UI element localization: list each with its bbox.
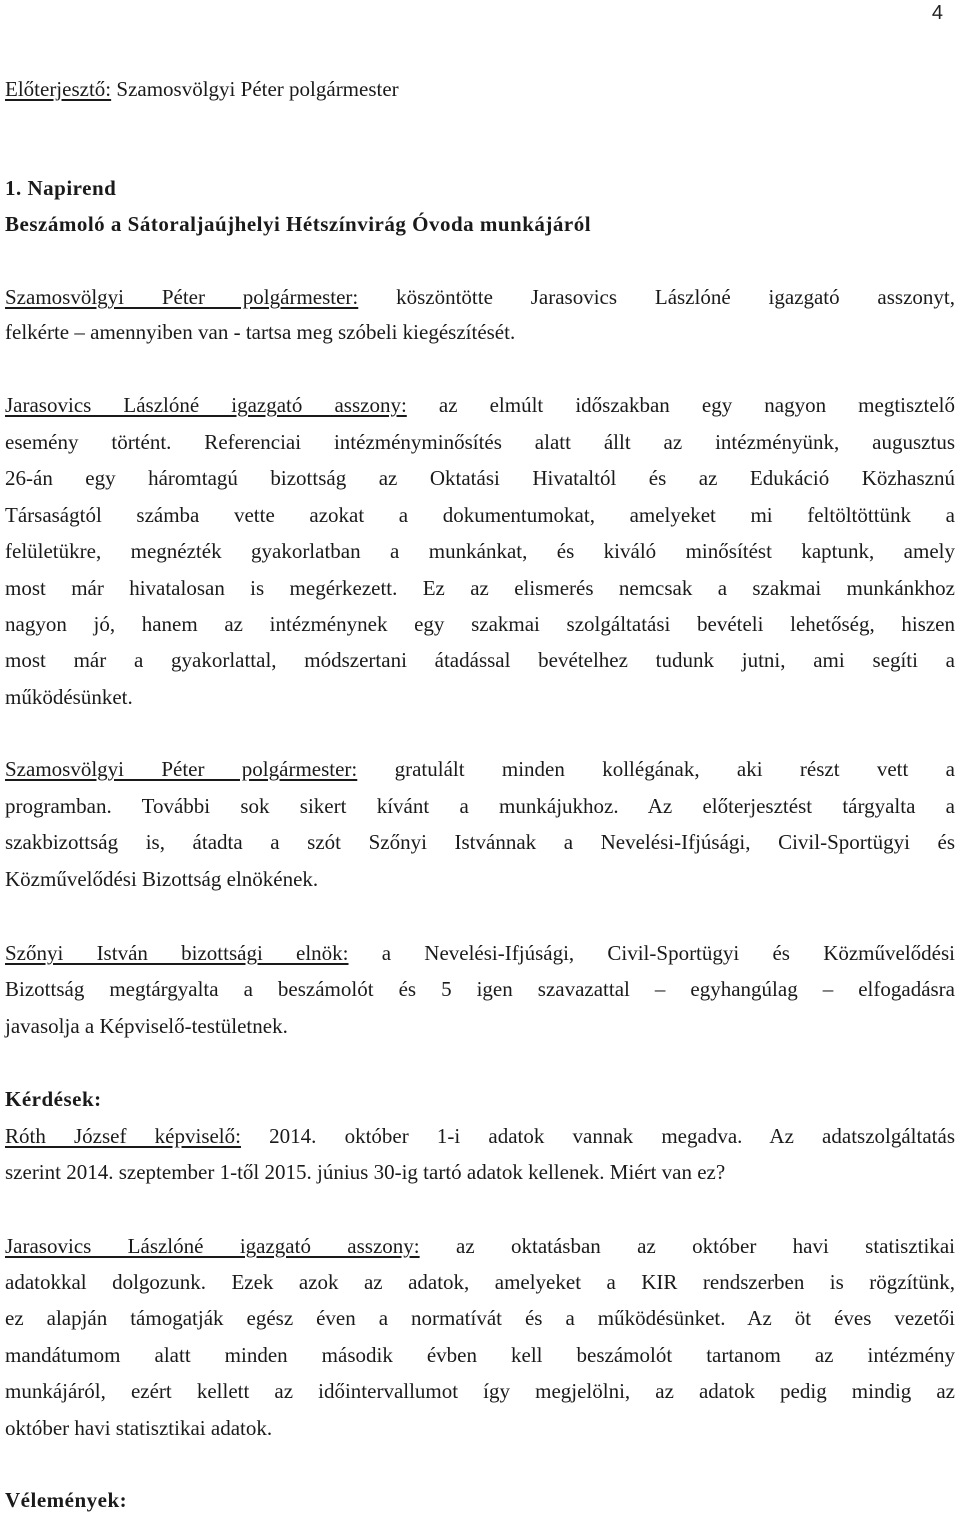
para2-line9: működésünket. (5, 685, 133, 709)
speaker-label: Szőnyi István bizottsági elnök: (5, 941, 349, 965)
para2-line6: most már hivatalosan is megérkezett. Ez az elismerés nemcsak a szakmai munkánkhoz (5, 576, 955, 600)
agenda-title: Beszámoló a Sátoraljaújhelyi Hétszínvirág Óvoda munkájáról (5, 212, 592, 236)
para3-line1: Szamosvölgyi Péter polgármester: gratulált minden kollégának, aki részt vett a (5, 757, 956, 781)
presenter-line (5, 79, 399, 100)
para2-line8: most már a gyakorlattal, módszertani átadással bevételhez tudunk jutni, ami segíti a (5, 648, 955, 672)
answer-line4: mandátumom alatt minden második évben kell beszámolót tartanom az intézmény (5, 1343, 955, 1367)
question-line2: szerint 2014. szeptember 1-től 2015. június 30-ig tartó adatok kellenek. Miért van ez? (5, 1160, 726, 1184)
para3-line2: programban. További sok sikert kívánt a munkájukhoz. Az előterjesztést tárgyalta a (5, 794, 955, 818)
para4-line2: Bizottság megtárgyalta a beszámolót és 5 igen szavazattal – egyhangúlag – elfogadásra (5, 977, 955, 1001)
opinions-heading: Vélemények: (5, 1488, 128, 1512)
para3-line4: Közművelődési Bizottság elnökének. (5, 867, 319, 891)
para1-line1: Szamosvölgyi Péter polgármester: köszöntötte Jarasovics Lászlóné igazgató asszonyt, (5, 285, 956, 309)
page-number: 4 (931, 2, 943, 24)
para2-line3: 26-án egy háromtagú bizottság az Oktatási Hivataltól és az Edukáció Közhasznú (5, 466, 955, 490)
para2-line4: Társaságtól számba vette azokat a dokumentumokat, amelyeket mi feltöltöttünk a (5, 503, 955, 527)
answer-line3: ez alapján támogatják egész éven a normatívát és a működésünket. Az öt éves vezetői (5, 1306, 955, 1330)
para2-line2: esemény történt. Referenciai intézményminősítés alatt állt az intézményünk, augusztus (5, 430, 955, 454)
question-line1: Róth József képviselő: 2014. október 1-i adatok vannak megadva. Az adatszolgáltatás (5, 1124, 955, 1148)
agenda-number: 1. Napirend (5, 176, 117, 200)
answer-line5: munkájáról, ezért kellett az időintervallumot így megjelölni, az adatok pedig mindig az (5, 1379, 955, 1403)
para3-line3: szakbizottság is, átadta a szót Szőnyi Istvánnak a Nevelési-Ifjúsági, Civil-Sportügyi és (5, 830, 955, 854)
answer-line6: október havi statisztikai adatok. (5, 1416, 273, 1440)
para2-line7: nagyon jó, hanem az intézménynek egy szakmai szolgáltatási bevételi lehetőség, hiszen (5, 612, 955, 636)
para2-line1: Jarasovics Lászlóné igazgató asszony: az elmúlt időszakban egy nagyon megtisztelő (5, 393, 955, 417)
presenter-value: Szamosvölgyi Péter polgármester (111, 77, 399, 101)
speaker-label: Szamosvölgyi Péter polgármester: (5, 285, 359, 309)
answer-line2: adatokkal dolgozunk. Ezek azok az adatok, amelyeket a KIR rendszerben is rögzítünk, (5, 1270, 955, 1294)
para4-line3: javasolja a Képviselő-testületnek. (5, 1014, 288, 1038)
questions-heading: Kérdések: (5, 1087, 102, 1111)
para4-line1: Szőnyi István bizottsági elnök: a Nevelési-Ifjúsági, Civil-Sportügyi és Közművelődési (5, 941, 955, 965)
presenter-label: Előterjesztő: (5, 77, 112, 101)
speaker-label: Róth József képviselő: (5, 1124, 241, 1148)
speaker-label: Jarasovics Lászlóné igazgató asszony: (5, 393, 407, 417)
answer-line1: Jarasovics Lászlóné igazgató asszony: az oktatásban az október havi statisztikai (5, 1234, 955, 1258)
speaker-label: Szamosvölgyi Péter polgármester: (5, 757, 358, 781)
para1-line2: felkérte – amennyiben van - tartsa meg szóbeli kiegészítését. (5, 320, 516, 344)
speaker-label: Jarasovics Lászlóné igazgató asszony: (5, 1234, 420, 1258)
para2-line5: felületükre, megnézték gyakorlatban a munkánkat, és kiváló minősítést kaptunk, amely (5, 539, 955, 563)
